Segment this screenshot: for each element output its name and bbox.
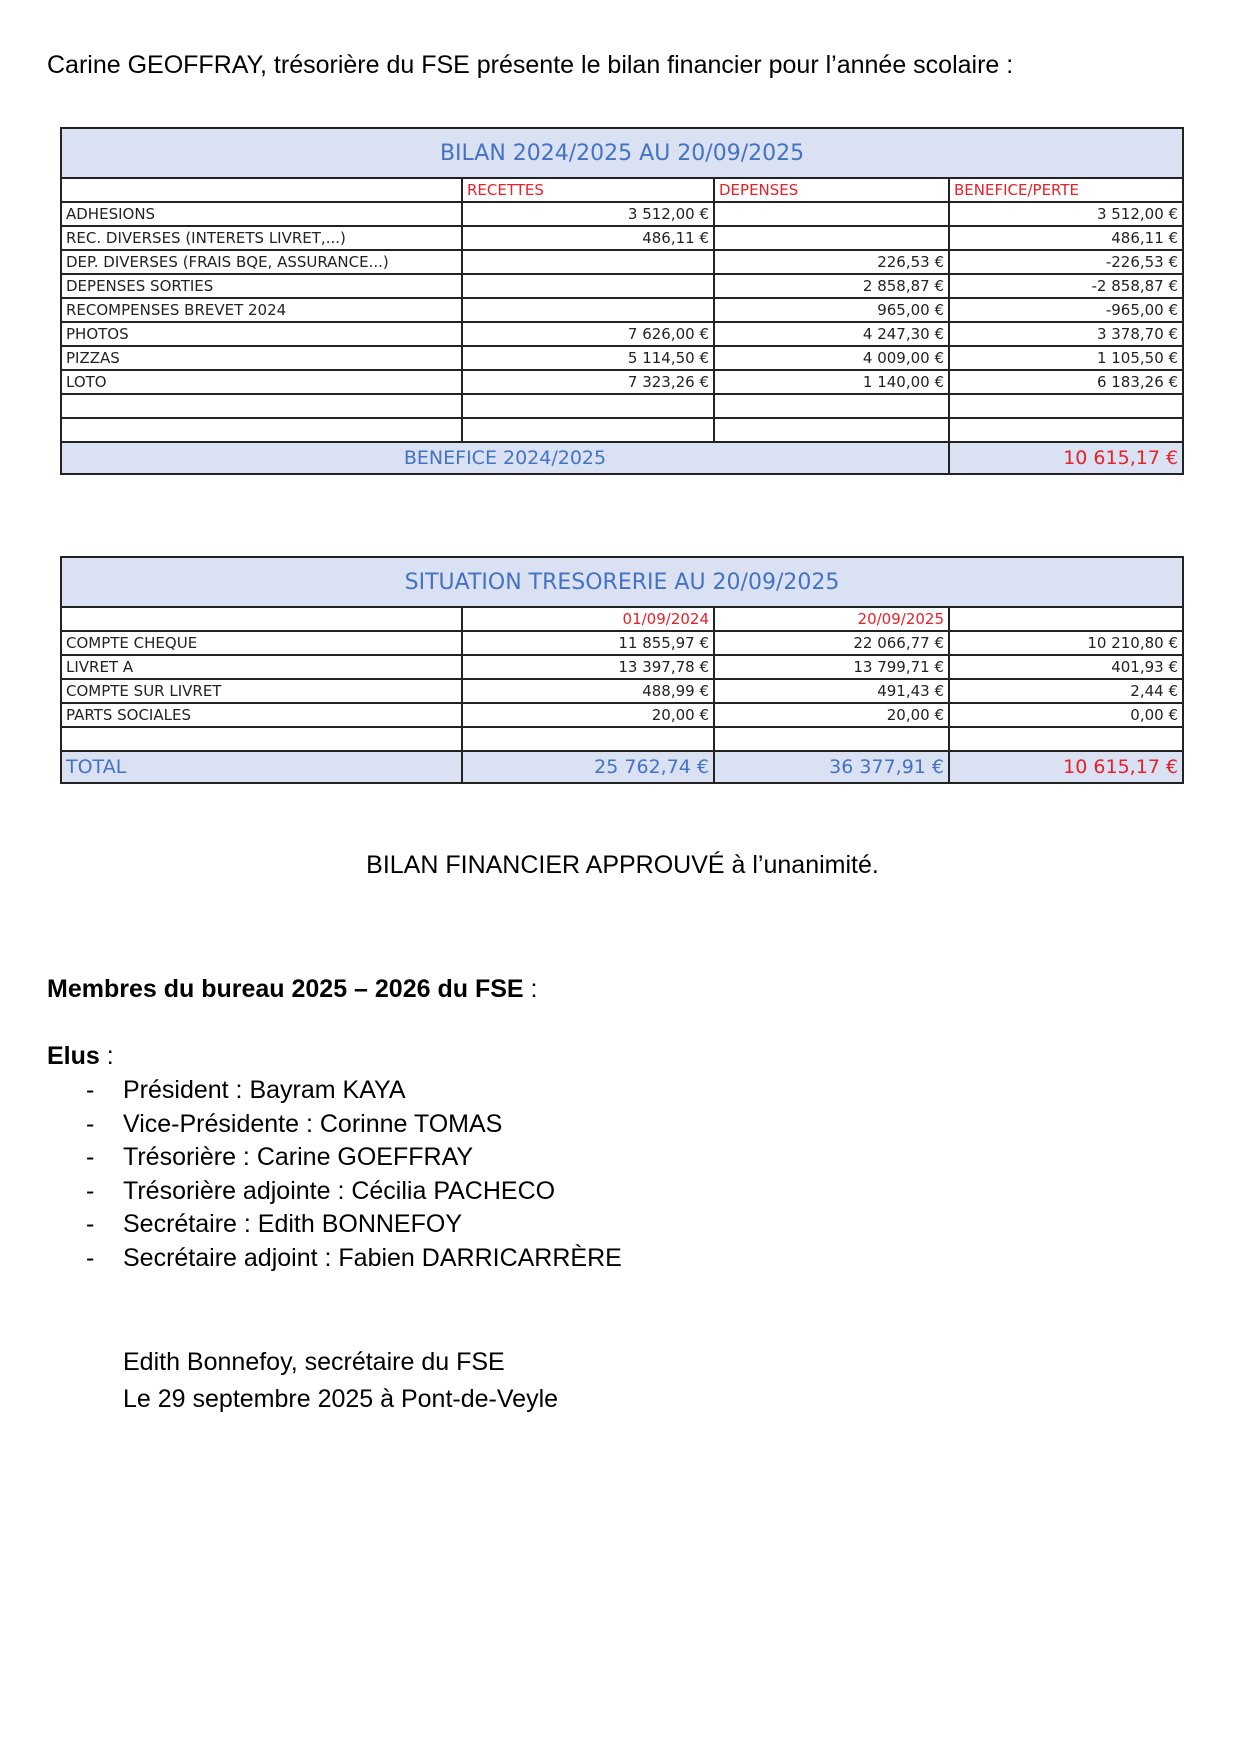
fin-cell: 22 066,77 € [714, 631, 949, 655]
debut-cell: 488,99 € [462, 679, 714, 703]
row-label: PIZZAS [61, 346, 462, 370]
table-row [61, 226, 1183, 250]
depenses-cell: 4 247,30 € [714, 322, 949, 346]
row-label: DEPENSES SORTIES [61, 274, 462, 298]
approval-statement: BILAN FINANCIER APPROUVÉ à l’unanimité. [366, 851, 879, 879]
recettes-cell [462, 250, 714, 274]
signature-date-place: Le 29 septembre 2025 à Pont-de-Veyle [123, 1385, 559, 1413]
table-row-empty [61, 727, 1183, 751]
row-label [61, 394, 462, 418]
tresorerie-header-label [61, 607, 462, 631]
debut-cell: 13 397,78 € [462, 655, 714, 679]
tresorerie-title-row [61, 557, 1183, 607]
list-bullet: - [86, 1143, 95, 1172]
row-label: DEP. DIVERSES (FRAIS BQE, ASSURANCE...) [61, 250, 462, 274]
bilan-header-recettes: RECETTES [462, 178, 714, 202]
list-item-text: Trésorière : Carine GOEFFRAY [123, 1143, 474, 1172]
table-row [61, 370, 1183, 394]
row-label: LOTO [61, 370, 462, 394]
tresorerie-total-label: TOTAL [61, 751, 462, 783]
list-bullet: - [86, 1243, 95, 1272]
elus-heading-colon: : [99, 1042, 114, 1070]
recettes-cell [462, 418, 714, 442]
resultat-cell: 1 105,50 € [949, 346, 1183, 370]
bilan-total-row [61, 442, 1183, 474]
depenses-cell: 965,00 € [714, 298, 949, 322]
table-row [61, 655, 1183, 679]
resultat-cell: 3 512,00 € [949, 202, 1183, 226]
list-item-text: Président : Bayram KAYA [123, 1076, 406, 1104]
list-bullet: - [86, 1109, 95, 1138]
table-row-empty [61, 394, 1183, 418]
list-item-text: Trésorière adjointe : Cécilia PACHECO [123, 1176, 556, 1205]
fin-cell [714, 727, 949, 751]
row-label: REC. DIVERSES (INTERETS LIVRET,...) [61, 226, 462, 250]
elus-heading-text: Elus [47, 1042, 100, 1070]
row-label: LIVRET A [61, 655, 462, 679]
members-heading-text: Membres du bureau 2025 – 2026 du FSE [47, 975, 524, 1003]
table-row [61, 298, 1183, 322]
debut-cell: 11 855,97 € [462, 631, 714, 655]
resultat-cell: -965,00 € [949, 298, 1183, 322]
list-item-text: Vice-Présidente : Corinne TOMAS [123, 1109, 503, 1138]
row-label [61, 727, 462, 751]
table-row [61, 322, 1183, 346]
row-label: COMPTE CHEQUE [61, 631, 462, 655]
recettes-cell [462, 298, 714, 322]
ecart-cell: 401,93 € [949, 655, 1183, 679]
fin-cell: 20,00 € [714, 703, 949, 727]
table-row [61, 679, 1183, 703]
bilan-table [60, 127, 1184, 475]
tresorerie-table [60, 556, 1184, 784]
bilan-title-row [61, 128, 1183, 178]
table-row [61, 703, 1183, 727]
recettes-cell: 5 114,50 € [462, 346, 714, 370]
ecart-cell: 2,44 € [949, 679, 1183, 703]
recettes-cell: 7 323,26 € [462, 370, 714, 394]
row-label: PARTS SOCIALES [61, 703, 462, 727]
row-label: ADHESIONS [61, 202, 462, 226]
list-bullet: - [86, 1076, 95, 1104]
row-label [61, 418, 462, 442]
row-label: RECOMPENSES BREVET 2024 [61, 298, 462, 322]
table-row [61, 346, 1183, 370]
tresorerie-total-debut: 25 762,74 € [462, 751, 714, 783]
row-label: COMPTE SUR LIVRET [61, 679, 462, 703]
depenses-cell [714, 226, 949, 250]
tresorerie-header-fin: 20/09/2025 [714, 607, 949, 631]
depenses-cell: 226,53 € [714, 250, 949, 274]
bilan-title: BILAN 2024/2025 AU 20/09/2025 [61, 128, 1183, 178]
depenses-cell [714, 394, 949, 418]
bilan-header-label [61, 178, 462, 202]
recettes-cell [462, 274, 714, 298]
table-row [61, 202, 1183, 226]
resultat-cell [949, 394, 1183, 418]
members-heading-colon: : [523, 975, 538, 1003]
depenses-cell: 4 009,00 € [714, 346, 949, 370]
debut-cell: 20,00 € [462, 703, 714, 727]
recettes-cell: 486,11 € [462, 226, 714, 250]
tresorerie-total-ecart: 10 615,17 € [949, 751, 1183, 783]
tresorerie-header-debut: 01/09/2024 [462, 607, 714, 631]
resultat-cell: 486,11 € [949, 226, 1183, 250]
recettes-cell: 7 626,00 € [462, 322, 714, 346]
resultat-cell: 6 183,26 € [949, 370, 1183, 394]
resultat-cell [949, 418, 1183, 442]
resultat-cell: -226,53 € [949, 250, 1183, 274]
bilan-header-row [61, 178, 1183, 202]
tresorerie-total-row [61, 751, 1183, 783]
bilan-header-depenses: DEPENSES [714, 178, 949, 202]
ecart-cell: 0,00 € [949, 703, 1183, 727]
tresorerie-title: SITUATION TRESORERIE AU 20/09/2025 [61, 557, 1183, 607]
list-bullet: - [86, 1210, 95, 1239]
depenses-cell: 1 140,00 € [714, 370, 949, 394]
debut-cell [462, 727, 714, 751]
tresorerie-total-fin: 36 377,91 € [714, 751, 949, 783]
list-bullet: - [86, 1176, 95, 1205]
members-heading [47, 974, 537, 1004]
bilan-header-resultat: BENEFICE/PERTE [949, 178, 1183, 202]
tresorerie-header-row [61, 607, 1183, 631]
list-item-text: Secrétaire : Edith BONNEFOY [123, 1210, 463, 1239]
bilan-total-label: BENEFICE 2024/2025 [61, 442, 949, 474]
signature-name: Edith Bonnefoy, secrétaire du FSE [123, 1348, 505, 1376]
depenses-cell [714, 202, 949, 226]
recettes-cell [462, 394, 714, 418]
table-row [61, 250, 1183, 274]
depenses-cell [714, 418, 949, 442]
resultat-cell: 3 378,70 € [949, 322, 1183, 346]
ecart-cell: 10 210,80 € [949, 631, 1183, 655]
fin-cell: 491,43 € [714, 679, 949, 703]
intro-paragraph: Carine GEOFFRAY, trésorière du FSE présente le bilan financier pour l’année scolaire : [47, 51, 1014, 79]
list-item-text: Secrétaire adjoint : Fabien DARRICARRÈRE [123, 1243, 622, 1272]
ecart-cell [949, 727, 1183, 751]
resultat-cell: -2 858,87 € [949, 274, 1183, 298]
table-row [61, 631, 1183, 655]
elus-heading [47, 1041, 114, 1071]
fin-cell: 13 799,71 € [714, 655, 949, 679]
recettes-cell: 3 512,00 € [462, 202, 714, 226]
table-row [61, 274, 1183, 298]
row-label: PHOTOS [61, 322, 462, 346]
tresorerie-header-ecart [949, 607, 1183, 631]
depenses-cell: 2 858,87 € [714, 274, 949, 298]
bilan-total-value: 10 615,17 € [949, 442, 1183, 474]
table-row-empty [61, 418, 1183, 442]
